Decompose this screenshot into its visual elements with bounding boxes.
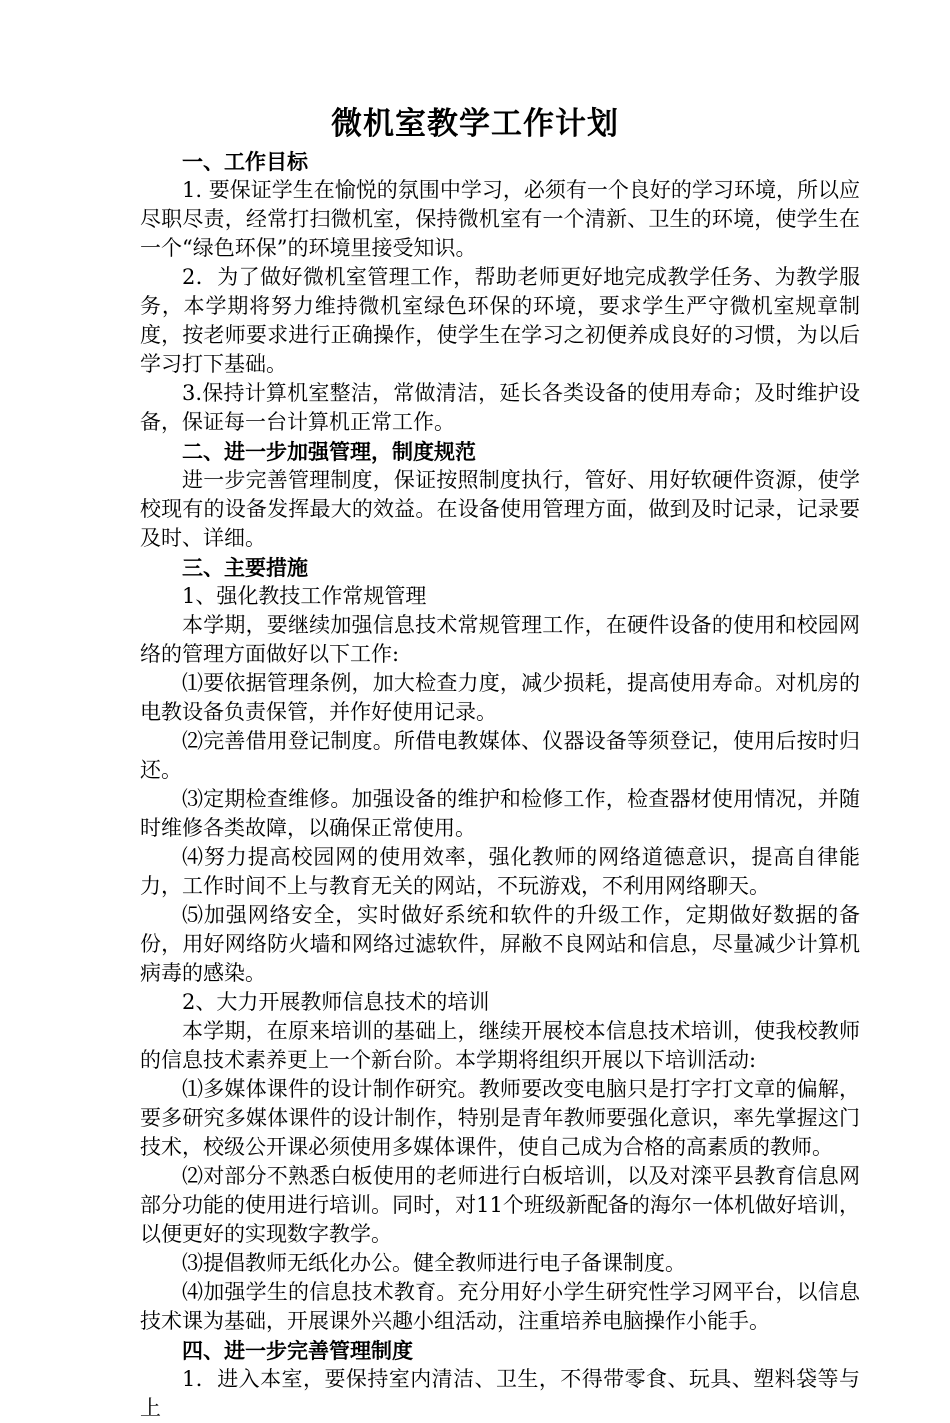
paragraph: ⑵对部分不熟悉白板使用的老师进行白板培训，以及对滦平县教育信息网部分功能的使用进行培训。同时，对11个班级新配备的海尔一体机做好培训，以便更好的实现数字教学。 xyxy=(140,1164,860,1246)
paragraph: 3.保持计算机室整洁，常做清洁，延长各类设备的使用寿命；及时维护设备，保证每一台计算机正常工作。 xyxy=(140,381,860,434)
paragraph: 1．进入本室，要保持室内清洁、卫生，不得带零食、玩具、塑料袋等与上 xyxy=(140,1367,860,1420)
document-body xyxy=(140,147,860,1423)
paragraph: 进一步完善管理制度，保证按照制度执行，管好、用好软硬件资源，使学校现有的设备发挥最大的效益。在设备使用管理方面，做到及时记录，记录要及时、详细。 xyxy=(140,468,860,550)
paragraph: 1. 要保证学生在愉悦的氛围中学习，必须有一个良好的学习环境，所以应尽职尽责，经常打扫微机室，保持微机室有一个清新、卫生的环境，使学生在一个“绿色环保”的环境里接受知识。 xyxy=(140,178,860,260)
paragraph: ⑶提倡教师无纸化办公。健全教师进行电子备课制度。 xyxy=(182,1251,686,1275)
section-heading: 二、进一步加强管理，制度规范 xyxy=(182,439,476,464)
paragraph: 2．为了做好微机室管理工作，帮助老师更好地完成教学任务、为教学服务，本学期将努力维持微机室绿色环保的环境，要求学生严守微机室规章制度，按老师要求进行正确操作，使学生在学习之初便养成良好的习惯，为以后学习打下基础。 xyxy=(140,265,860,376)
paragraph: ⑷努力提高校园网的使用效率，强化教师的网络道德意识，提高自律能力，工作时间不上与教育无关的网站，不玩游戏，不利用网络聊天。 xyxy=(140,845,860,898)
paragraph: 本学期，要继续加强信息技术常规管理工作，在硬件设备的使用和校园网络的管理方面做好以下工作: xyxy=(140,613,860,666)
paragraph: 1、强化教技工作常规管理 xyxy=(182,584,427,608)
section-heading: 三、主要措施 xyxy=(182,555,308,580)
section-heading: 四、进一步完善管理制度 xyxy=(182,1338,413,1363)
paragraph: ⑴多媒体课件的设计制作研究。教师要改变电脑只是打字打文章的偏解，要多研究多媒体课件的设计制作，特别是青年教师要强化意识，率先掌握这门技术，校级公开课必须使用多媒体课件，使自己成为合格的高素质的教师。 xyxy=(140,1077,860,1159)
paragraph: ⑶定期检查维修。加强设备的维护和检修工作，检查器材使用情况，并随时维修各类故障，以确保正常使用。 xyxy=(140,787,860,840)
paragraph: 本学期，在原来培训的基础上，继续开展校本信息技术培训，使我校教师的信息技术素养更上一个新台阶。本学期将组织开展以下培训活动: xyxy=(140,1019,860,1072)
paragraph: ⑴要依据管理条例，加大检查力度，减少损耗，提高使用寿命。对机房的电教设备负责保管，并作好使用记录。 xyxy=(140,671,860,724)
paragraph: 2、大力开展教师信息技术的培训 xyxy=(182,990,490,1014)
section-heading: 一、工作目标 xyxy=(182,149,308,174)
paragraph: ⑷加强学生的信息技术教育。充分用好小学生研究性学习网平台，以信息技术课为基础，开展课外兴趣小组活动，注重培养电脑操作小能手。 xyxy=(140,1280,860,1333)
paragraph: ⑸加强网络安全，实时做好系统和软件的升级工作，定期做好数据的备份，用好网络防火墙和网络过滤软件，屏敝不良网站和信息，尽量减少计算机病毒的感染。 xyxy=(140,903,860,985)
document-title: 微机室教学工作计划 xyxy=(331,106,619,142)
paragraph: ⑵完善借用登记制度。所借电教媒体、仪器设备等须登记，使用后按时归还。 xyxy=(140,729,860,782)
